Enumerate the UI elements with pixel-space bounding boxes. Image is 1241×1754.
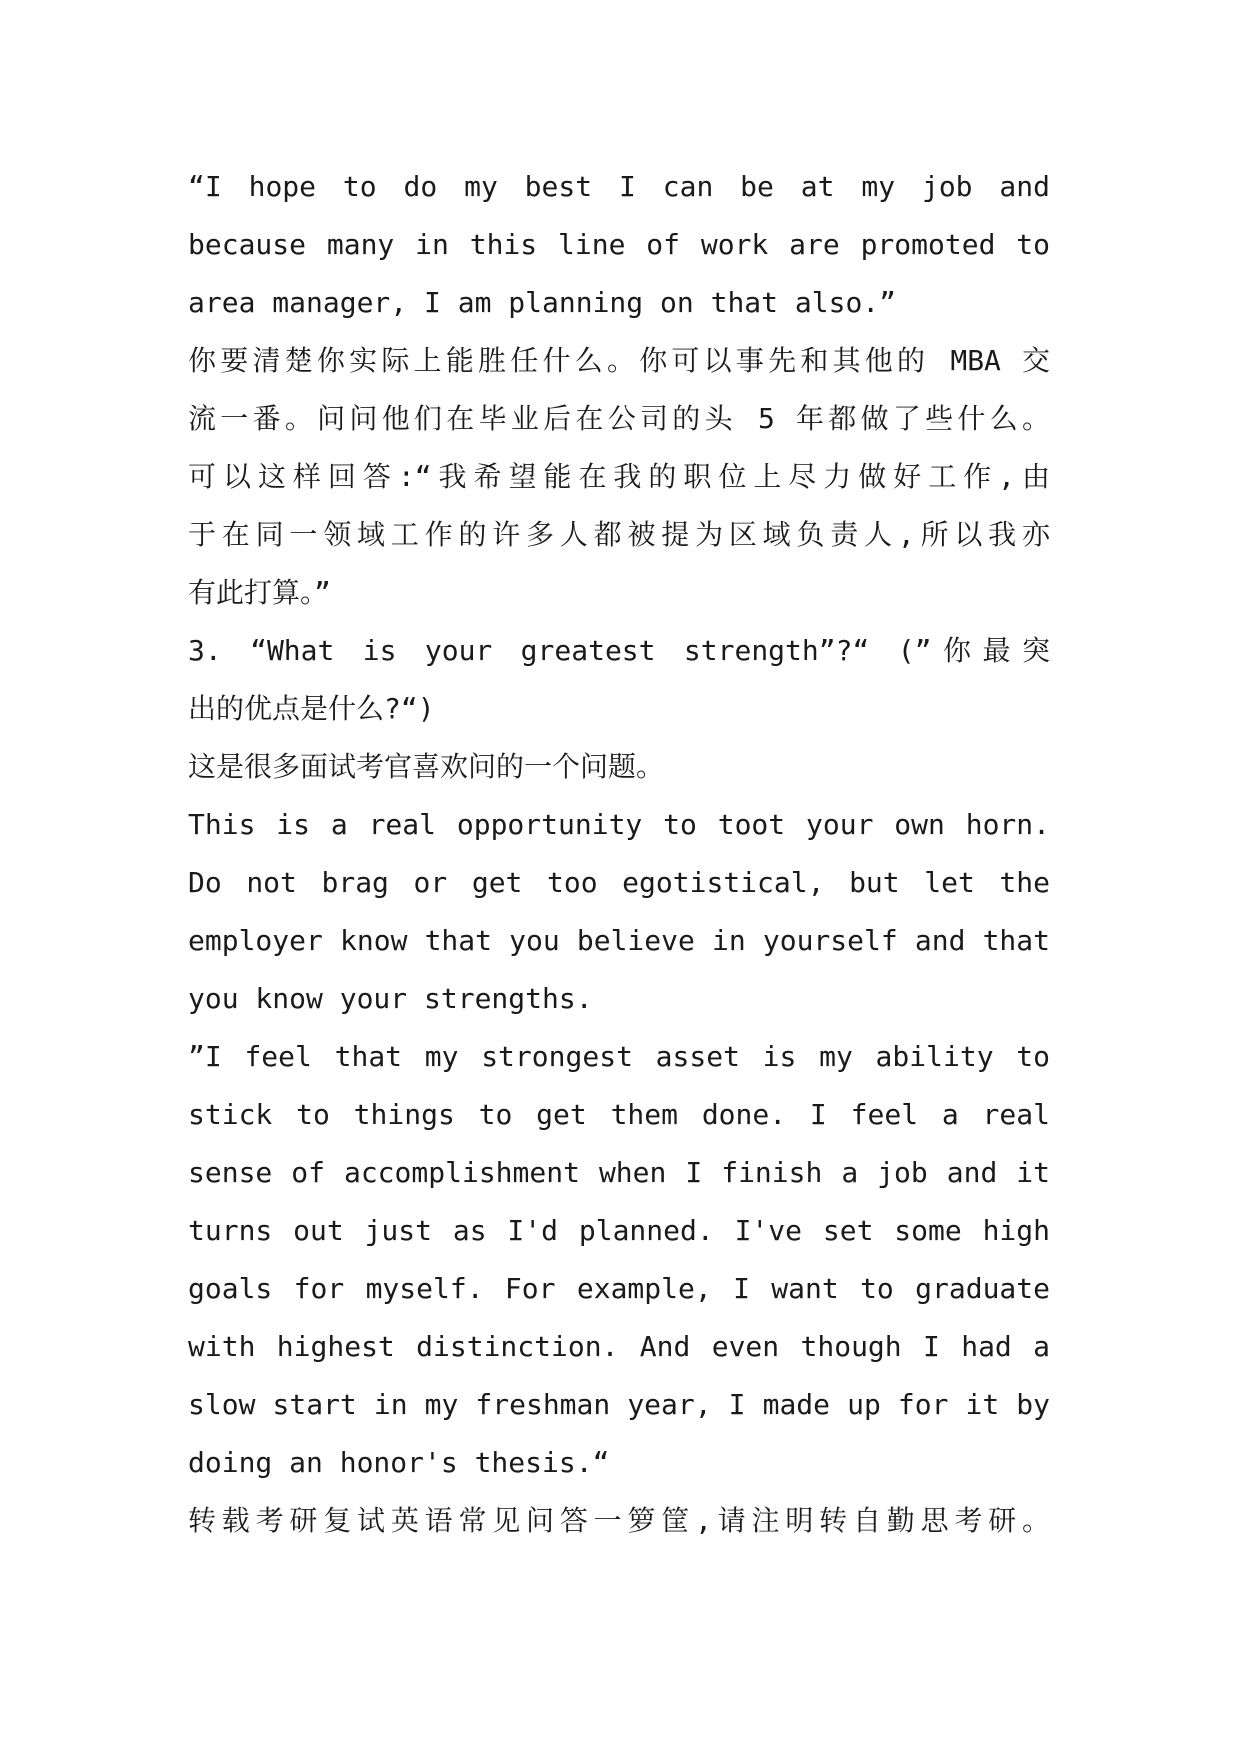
text-line: 流一番。问问他们在毕业后在公司的头 5 年都做了些什么。 <box>188 402 1050 435</box>
text-line: 有此打算。” <box>188 576 331 609</box>
document-body <box>188 158 1050 1550</box>
text-line: employer know that you believe in yourself and that <box>188 924 1050 957</box>
text-line: goals for myself. For example, I want to graduate <box>188 1272 1050 1305</box>
text-line: doing an honor's thesis.“ <box>188 1446 610 1479</box>
text-line: with highest distinction. And even though I had a <box>188 1330 1050 1363</box>
text-line: 可以这样回答:“我希望能在我的职位上尽力做好工作,由 <box>188 460 1050 493</box>
text-line: you know your strengths. <box>188 982 593 1015</box>
text-line: 转载考研复试英语常见问答一箩筐,请注明转自勤思考研。 <box>188 1504 1050 1537</box>
text-line: Do not brag or get too egotistical, but let the <box>188 866 1050 899</box>
text-line: 3. “What is your greatest strength”?“ (”你最突 <box>188 634 1050 667</box>
text-line: slow start in my freshman year, I made up for it by <box>188 1388 1050 1421</box>
text-line: sense of accomplishment when I finish a job and it <box>188 1156 1050 1189</box>
text-line: area manager, I am planning on that also.” <box>188 286 897 319</box>
text-line: 这是很多面试考官喜欢问的一个问题。 <box>188 750 665 783</box>
text-line: This is a real opportunity to toot your own horn. <box>188 808 1050 841</box>
text-line: 你要清楚你实际上能胜任什么。你可以事先和其他的 MBA 交 <box>188 344 1050 377</box>
text-line: “I hope to do my best I can be at my job and <box>188 170 1050 203</box>
text-line: turns out just as I'd planned. I've set some high <box>188 1214 1050 1247</box>
text-line: stick to things to get them done. I feel a real <box>188 1098 1050 1131</box>
text-line: because many in this line of work are promoted to <box>188 228 1050 261</box>
text-line: ”I feel that my strongest asset is my ability to <box>188 1040 1050 1073</box>
text-line: 于在同一领域工作的许多人都被提为区域负责人,所以我亦 <box>188 518 1050 551</box>
text-line: 出的优点是什么?“) <box>188 692 435 725</box>
